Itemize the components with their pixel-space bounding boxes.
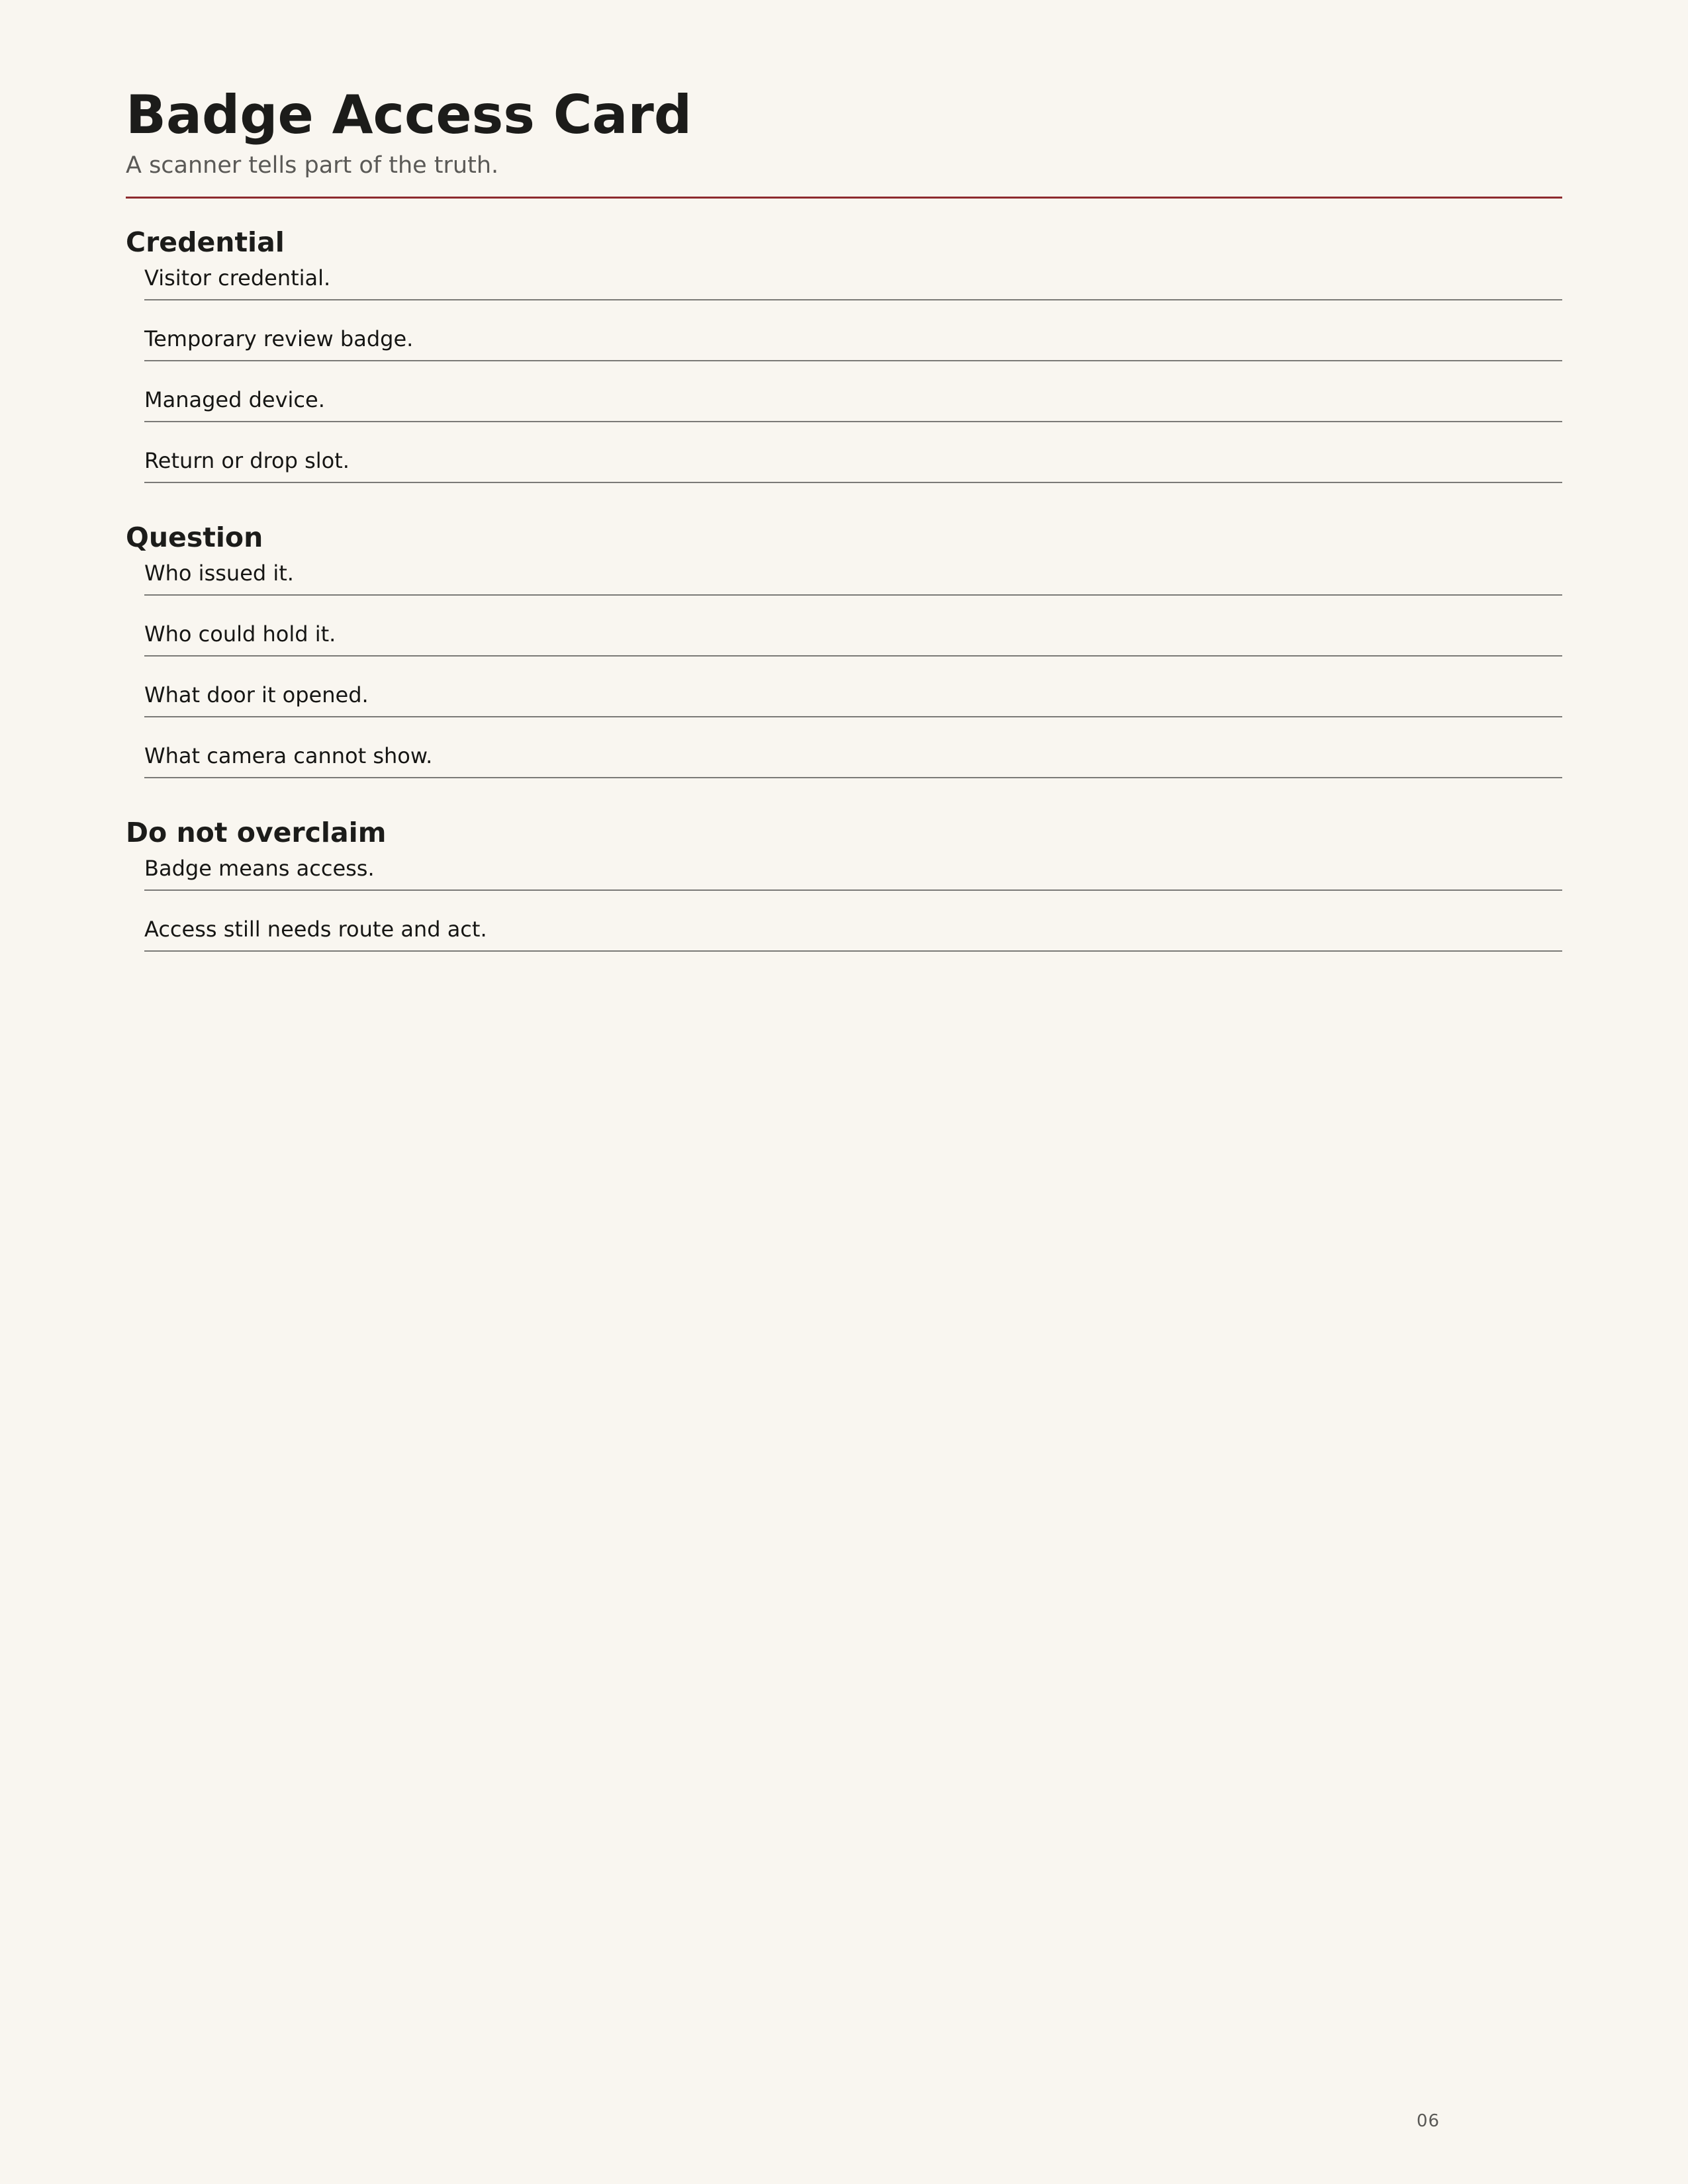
list-item: Who could hold it. [144,596,1562,657]
list-item: Badge means access. [144,848,1562,891]
section-question [126,522,1562,778]
list-item: What camera cannot show. [144,717,1562,778]
section-heading: Question [126,522,263,553]
item-list [126,848,1562,952]
page-subtitle: A scanner tells part of the truth. [126,152,499,179]
section-heading: Do not overclaim [126,817,387,848]
list-item: Visitor credential. [144,258,1562,300]
list-item: Managed device. [144,361,1562,422]
list-item: Return or drop slot. [144,422,1562,483]
page-title: Badge Access Card [126,84,692,146]
list-item: Who issued it. [144,553,1562,596]
list-item: What door it opened. [144,657,1562,717]
list-item: Temporary review badge. [144,300,1562,361]
document-page [126,85,1562,952]
item-list [126,258,1562,483]
title-divider [126,197,1562,199]
section-credential [126,226,1562,483]
item-list [126,553,1562,778]
section-heading: Credential [126,226,285,258]
section-do-not-overclaim [126,817,1562,952]
page-number: 06 [1417,2111,1440,2131]
list-item: Access still needs route and act. [144,891,1562,952]
